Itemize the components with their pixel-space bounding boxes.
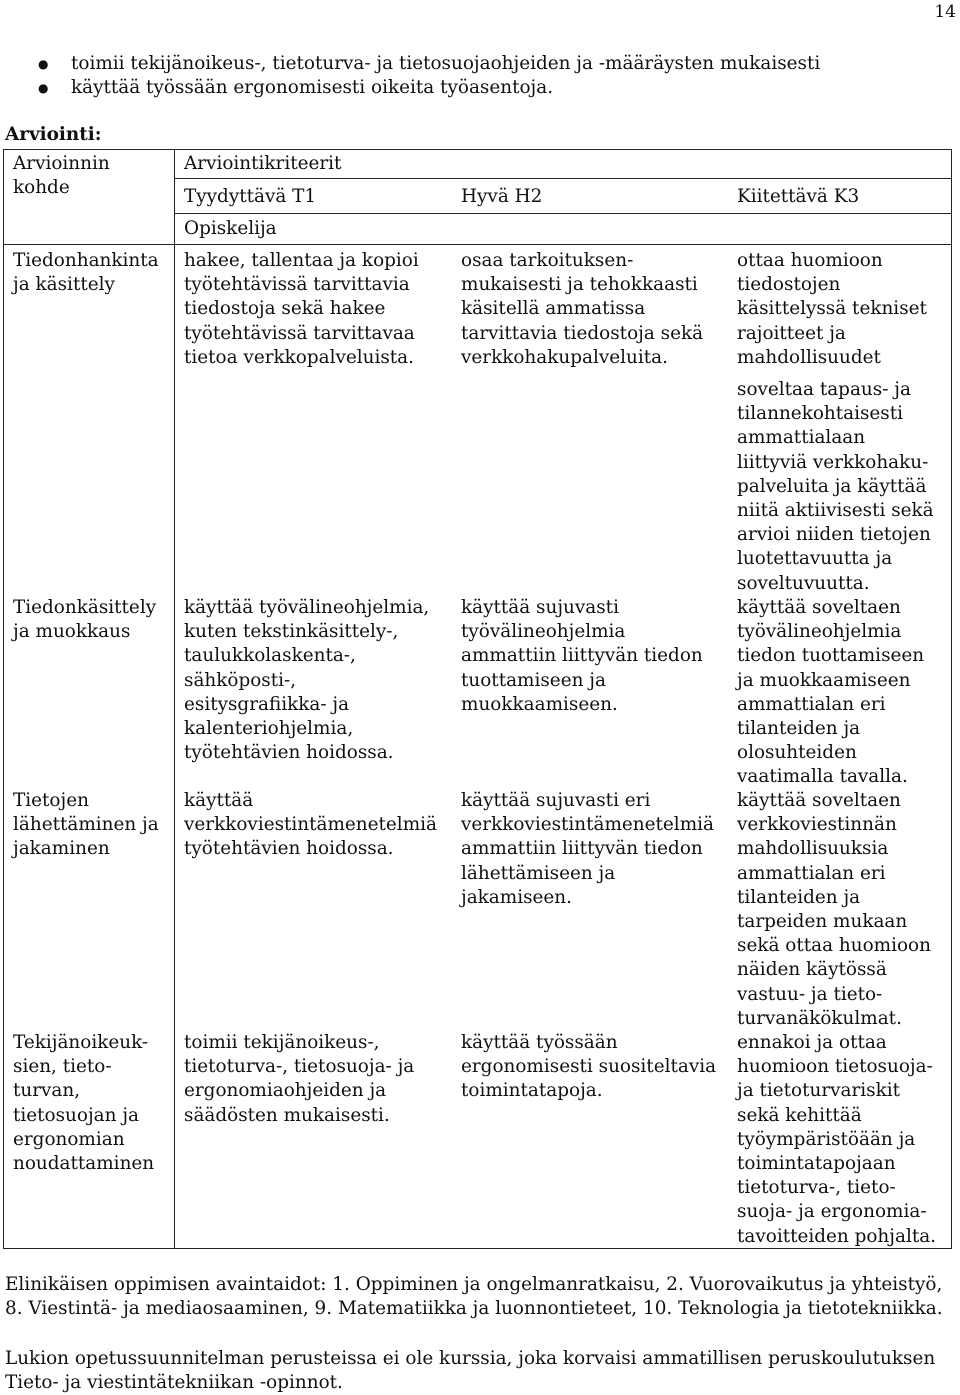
t1-line: taulukkolaskenta-, <box>184 645 356 667</box>
row-kohde-line: Tiedonkäsittely <box>13 597 157 618</box>
table-border-left <box>3 149 4 1249</box>
row-kohde-line: tietosuojan ja <box>13 1104 139 1126</box>
page-number: 14 <box>934 2 956 22</box>
header-kohde-line: Arvioinnin <box>13 153 110 174</box>
row-kohde-line: turvan, <box>13 1080 81 1102</box>
k3-line: tilannekohtaisesti <box>737 403 904 425</box>
row-t1 <box>184 596 429 765</box>
header-level-k3: Kiitettävä K3 <box>737 186 860 207</box>
header-kriteerit: Arviointikriteerit <box>184 153 342 174</box>
k3-line: ammattialaan <box>737 427 866 449</box>
row-h2 <box>461 596 703 717</box>
header-divider <box>3 244 952 245</box>
t1-line: verkkoviestintämenetelmiä <box>184 814 437 836</box>
k3-line: toimintatapojaan <box>737 1153 896 1175</box>
h2-line: tarvittavia tiedostoja sekä <box>461 322 704 344</box>
t1-line: tietoturva-, tietosuoja- ja <box>184 1056 415 1078</box>
t1-line: toimii tekijänoikeus-, <box>184 1032 380 1053</box>
header-kohde <box>13 152 110 200</box>
k3-line: ammattialan eri <box>737 693 886 715</box>
k3-line: suoja- ja ergonomia- <box>737 1201 927 1223</box>
t1-line: esitysgrafiikka- ja <box>184 693 350 715</box>
k3-line: sekä ottaa huomioon <box>737 935 931 957</box>
h2-line: tuottamiseen ja <box>461 669 606 691</box>
row-kohde-line: ja muokkaus <box>13 621 131 643</box>
row-kohde-line: Tiedonhankinta <box>13 250 159 271</box>
k3-line: luotettavuutta ja <box>737 548 893 570</box>
k3-line: liittyviä verkkohaku- <box>737 451 929 473</box>
k3-line: käyttää soveltaen <box>737 790 901 811</box>
h2-line: verkkohakupalveluita. <box>461 346 668 368</box>
row-k3 <box>737 249 927 370</box>
h2-line: käyttää sujuvasti <box>461 597 619 618</box>
row-kohde <box>13 1031 154 1176</box>
key-competences-line: 8. Viestintä- ja mediaosaaminen, 9. Matematiikka ja luonnontieteet, 10. Teknologia ja tietotekniikka. <box>5 1298 943 1320</box>
k3-line: arvioi niiden tietojen <box>737 524 931 546</box>
k3-line: vastuu- ja tieto- <box>737 983 883 1005</box>
header-level-h2: Hyvä H2 <box>461 186 543 207</box>
t1-line: ergonomiaohjeiden ja <box>184 1080 387 1102</box>
h2-line: osaa tarkoituksen- <box>461 250 634 271</box>
h2-line: muokkaamiseen. <box>461 693 618 715</box>
key-competences <box>5 1273 943 1321</box>
header-opiskelija: Opiskelija <box>184 218 277 239</box>
k3-line: ja muokkaamiseen <box>737 669 911 691</box>
row-kohde <box>13 596 156 644</box>
k3-line: niitä aktiivisesti sekä <box>737 500 934 522</box>
k3-line: soveltuvuutta. <box>737 572 870 594</box>
row-k3 <box>737 1031 936 1249</box>
row-kohde-line: Tietojen <box>13 790 89 811</box>
t1-line: työtehtävissä tarvittavaa <box>184 322 415 344</box>
bullet-item: ● käyttää työssään ergonomisesti oikeita työasentoja. <box>38 76 820 100</box>
h2-line: ergonomisesti suositeltavia <box>461 1056 717 1078</box>
k3-line: verkkoviestinnän <box>737 814 897 836</box>
row-kohde-line: ergonomian <box>13 1128 125 1150</box>
k3-line: ja tietoturvariskit <box>737 1080 901 1102</box>
row-h2 <box>461 249 703 370</box>
row-kohde-line: jakaminen <box>13 838 110 860</box>
k3-line: ottaa huomioon <box>737 250 883 271</box>
row-kohde-line: ja käsittely <box>13 274 115 296</box>
header-kohde-line: kohde <box>13 177 70 199</box>
k3-line: ammattialan eri <box>737 862 886 884</box>
k3-line: palveluita ja käyttää <box>737 475 927 497</box>
k3-line: tilanteiden ja <box>737 718 861 740</box>
t1-line: työtehtävien hoidossa. <box>184 838 394 860</box>
h2-line: toimintatapoja. <box>461 1080 603 1102</box>
row-k3 <box>737 596 924 790</box>
k3-line: työympäristöään ja <box>737 1128 916 1150</box>
t1-line: käyttää työvälineohjelmia, <box>184 597 430 618</box>
table-border-top <box>3 149 952 150</box>
k3-line: tilanteiden ja <box>737 886 861 908</box>
row-k3 <box>737 789 931 1031</box>
k3-line: tavoitteiden pohjalta. <box>737 1225 937 1247</box>
t1-line: kuten tekstinkäsittely-, <box>184 621 399 643</box>
t1-line: säädösten mukaisesti. <box>184 1104 390 1126</box>
h2-line: mukaisesti ja tehokkaasti <box>461 274 698 296</box>
h2-line: lähettämiseen ja <box>461 862 616 884</box>
h2-line: ammattiin liittyvän tiedon <box>461 645 703 667</box>
header-level-t1: Tyydyttävä T1 <box>184 186 317 207</box>
k3-line: rajoitteet ja <box>737 322 846 344</box>
table-border-right <box>951 149 952 1249</box>
curriculum-note-line: Lukion opetussuunnitelman perusteissa ei ole kurssia, joka korvaisi ammatillisen peruskoulutuksen <box>5 1348 936 1369</box>
row-h2 <box>461 789 714 910</box>
h2-line: ammattiin liittyvän tiedon <box>461 838 703 860</box>
h2-line: käsitellä ammatissa <box>461 298 646 320</box>
row-kohde-line: noudattaminen <box>13 1153 155 1175</box>
k3-line: vaatimalla tavalla. <box>737 766 908 788</box>
section-heading: Arviointi: <box>5 124 102 145</box>
k3-line: käsittelyssä tekniset <box>737 298 927 320</box>
k3-line: tiedostojen <box>737 274 841 296</box>
t1-line: työtehtävissä tarvittavia <box>184 274 410 296</box>
t1-line: hakee, tallentaa ja kopioi <box>184 250 419 271</box>
key-competences-line: Elinikäisen oppimisen avaintaidot: 1. Oppiminen ja ongelmanratkaisu, 2. Vuorovaikutus ja yhteistyö, <box>5 1274 943 1295</box>
k3-line: tarpeiden mukaan <box>737 911 908 933</box>
row-kohde <box>13 249 159 297</box>
curriculum-note-line: Tieto- ja viestintätekniikan -opinnot. <box>5 1372 343 1394</box>
row-h2 <box>461 1031 716 1104</box>
k3-line: käyttää soveltaen <box>737 597 901 618</box>
k3-line: tiedon tuottamiseen <box>737 645 925 667</box>
k3-line: näiden käytössä <box>737 959 887 981</box>
t1-line: käyttää <box>184 790 254 811</box>
h2-line: jakamiseen. <box>461 886 572 908</box>
header-divider <box>174 213 952 214</box>
k3-line: ennakoi ja ottaa <box>737 1032 887 1053</box>
k3-line: mahdollisuudet <box>737 346 881 368</box>
k3-line: olosuhteiden <box>737 742 857 764</box>
row-t1 <box>184 249 419 370</box>
t1-line: tiedostoja sekä hakee <box>184 298 386 320</box>
k3-line: mahdollisuuksia <box>737 838 889 860</box>
k3-line: sekä kehittää <box>737 1104 862 1126</box>
row-t1 <box>184 789 437 862</box>
row-kohde <box>13 789 159 862</box>
row-k3 <box>737 378 934 596</box>
row-t1 <box>184 1031 414 1128</box>
row-kohde-line: lähettäminen ja <box>13 814 159 836</box>
t1-line: kalenteriohjelmia, <box>184 718 354 740</box>
t1-line: työtehtävien hoidossa. <box>184 742 394 764</box>
k3-line: tietoturva-, tieto- <box>737 1177 896 1199</box>
h2-line: työvälineohjelmia <box>461 621 626 643</box>
header-divider <box>174 178 952 179</box>
column-divider <box>174 149 175 1249</box>
row-kohde-line: Tekijänoikeuk- <box>13 1032 149 1053</box>
h2-line: verkkoviestintämenetelmiä <box>461 814 714 836</box>
k3-line: työvälineohjelmia <box>737 621 902 643</box>
t1-line: sähköposti-, <box>184 669 297 691</box>
h2-line: käyttää työssään <box>461 1032 618 1053</box>
t1-line: tietoa verkkopalveluista. <box>184 346 414 368</box>
row-kohde-line: sien, tieto- <box>13 1056 112 1078</box>
bullet-list <box>38 52 820 100</box>
h2-line: käyttää sujuvasti eri <box>461 790 651 811</box>
bullet-item: ● toimii tekijänoikeus-, tietoturva- ja tietosuojaohjeiden ja -määräysten mukaisesti <box>38 52 820 76</box>
curriculum-note <box>5 1347 935 1395</box>
k3-line: huomioon tietosuoja- <box>737 1056 933 1078</box>
k3-line: turvanäkökulmat. <box>737 1007 902 1029</box>
k3-line: soveltaa tapaus- ja <box>737 379 911 400</box>
